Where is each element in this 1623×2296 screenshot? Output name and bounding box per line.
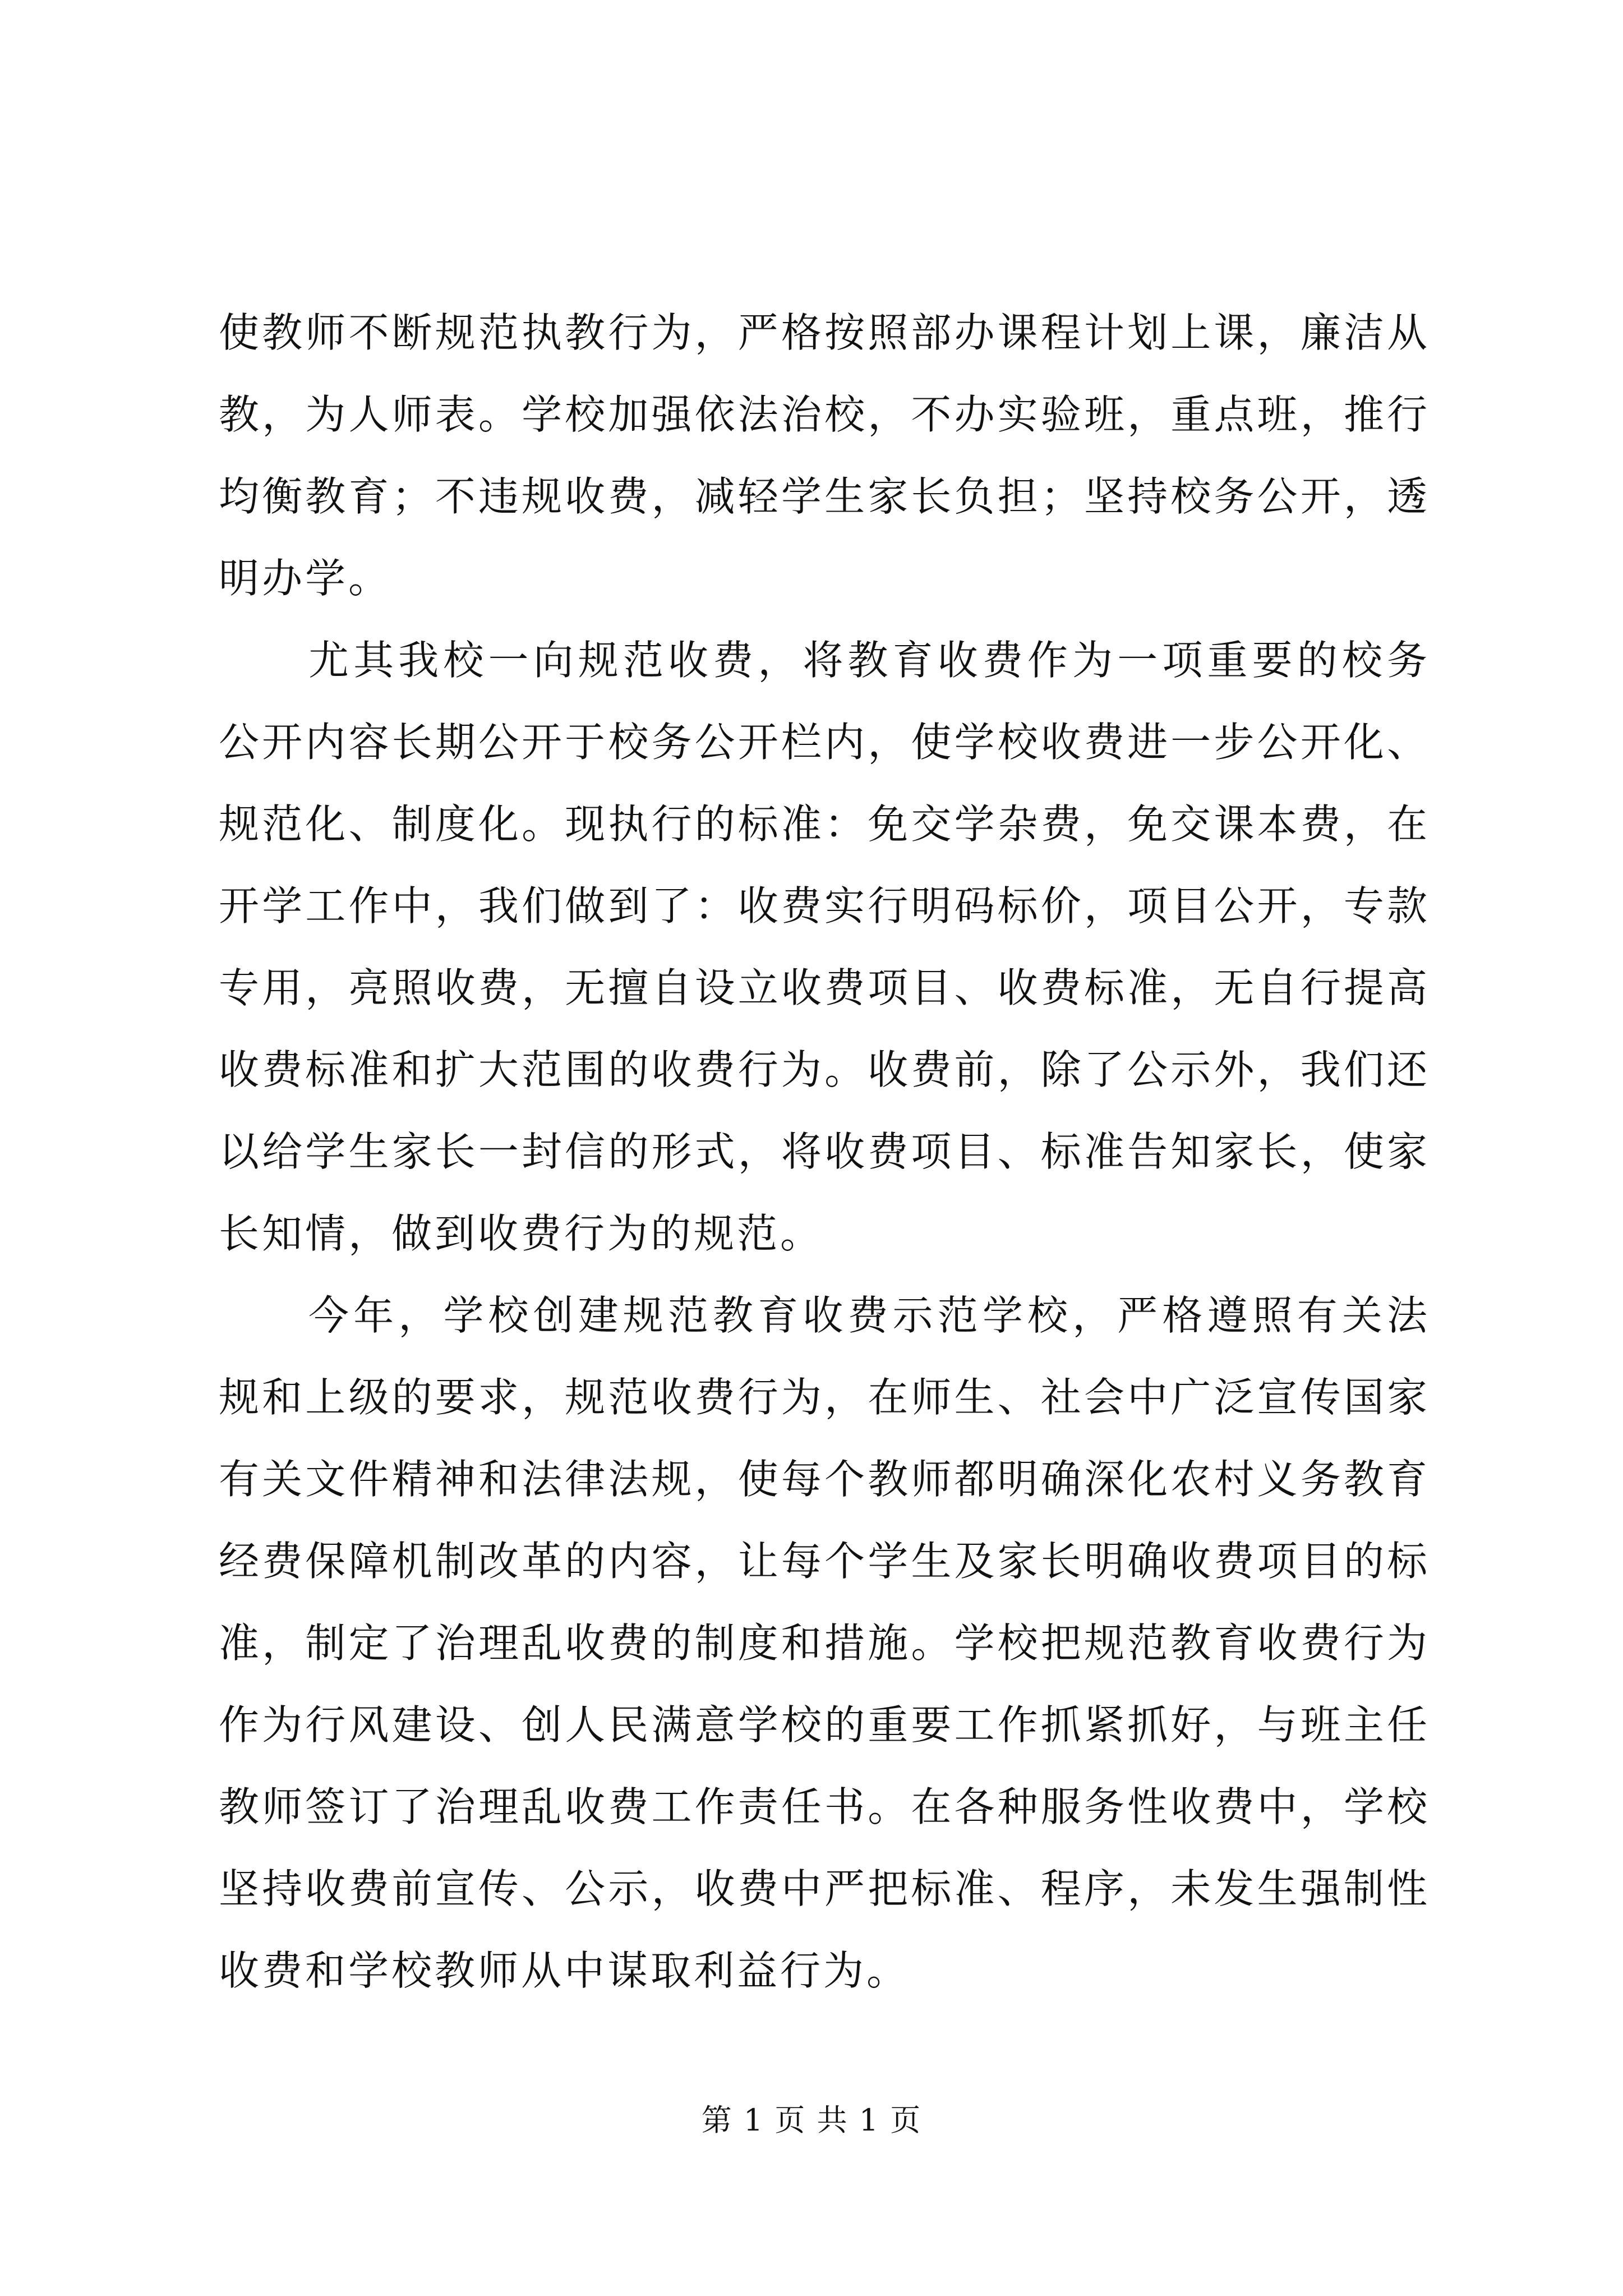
paragraph-model-school: 今年，学校创建规范教育收费示范学校，严格遵照有关法规和上级的要求，规范收费行为，在师生、社会中广泛宣传国家有关文件精神和法律法规，使每个教师都明确深化农村义务教育经费保障机制改革的内容，让每个学生及家长明确收费项目的标准，制定了治理乱收费的制度和措施。学校把规范教育收费行为作为行风建设、创人民满意学校的重要工作抓紧抓好，与班主任教师签订了治理乱收费工作责任书。在各种服务性收费中，学校坚持收费前宣传、公示，收费中严把标准、程序，未发生强制性收费和学校教师从中谋取利益行为。: [219, 1292, 1430, 1994]
paragraph-fee-standards: 尤其我校一向规范收费，将教育收费作为一项重要的校务公开内容长期公开于校务公开栏内，使学校收费进一步公开化、规范化、制度化。现执行的标准：免交学杂费，免交课本费，在开学工作中，我们做到了：收费实行明码标价，项目公开，专款专用，亮照收费，无擅自设立收费项目、收费标准，无自行提高收费标准和扩大范围的收费行为。收费前，除了公示外，我们还以给学生家长一封信的形式，将收费项目、标准告知家长，使家长知情，做到收费行为的规范。: [219, 637, 1430, 1257]
paragraph-continuation: 使教师不断规范执教行为，严格按照部办课程计划上课，廉洁从教，为人师表。学校加强依法治校，不办实验班，重点班，推行均衡教育；不违规收费，减轻学生家长负担；坚持校务公开，透明办学。: [219, 309, 1430, 602]
page-number-footer: 第 1 页 共 1 页: [701, 2102, 922, 2138]
document-body: [219, 292, 1430, 2012]
